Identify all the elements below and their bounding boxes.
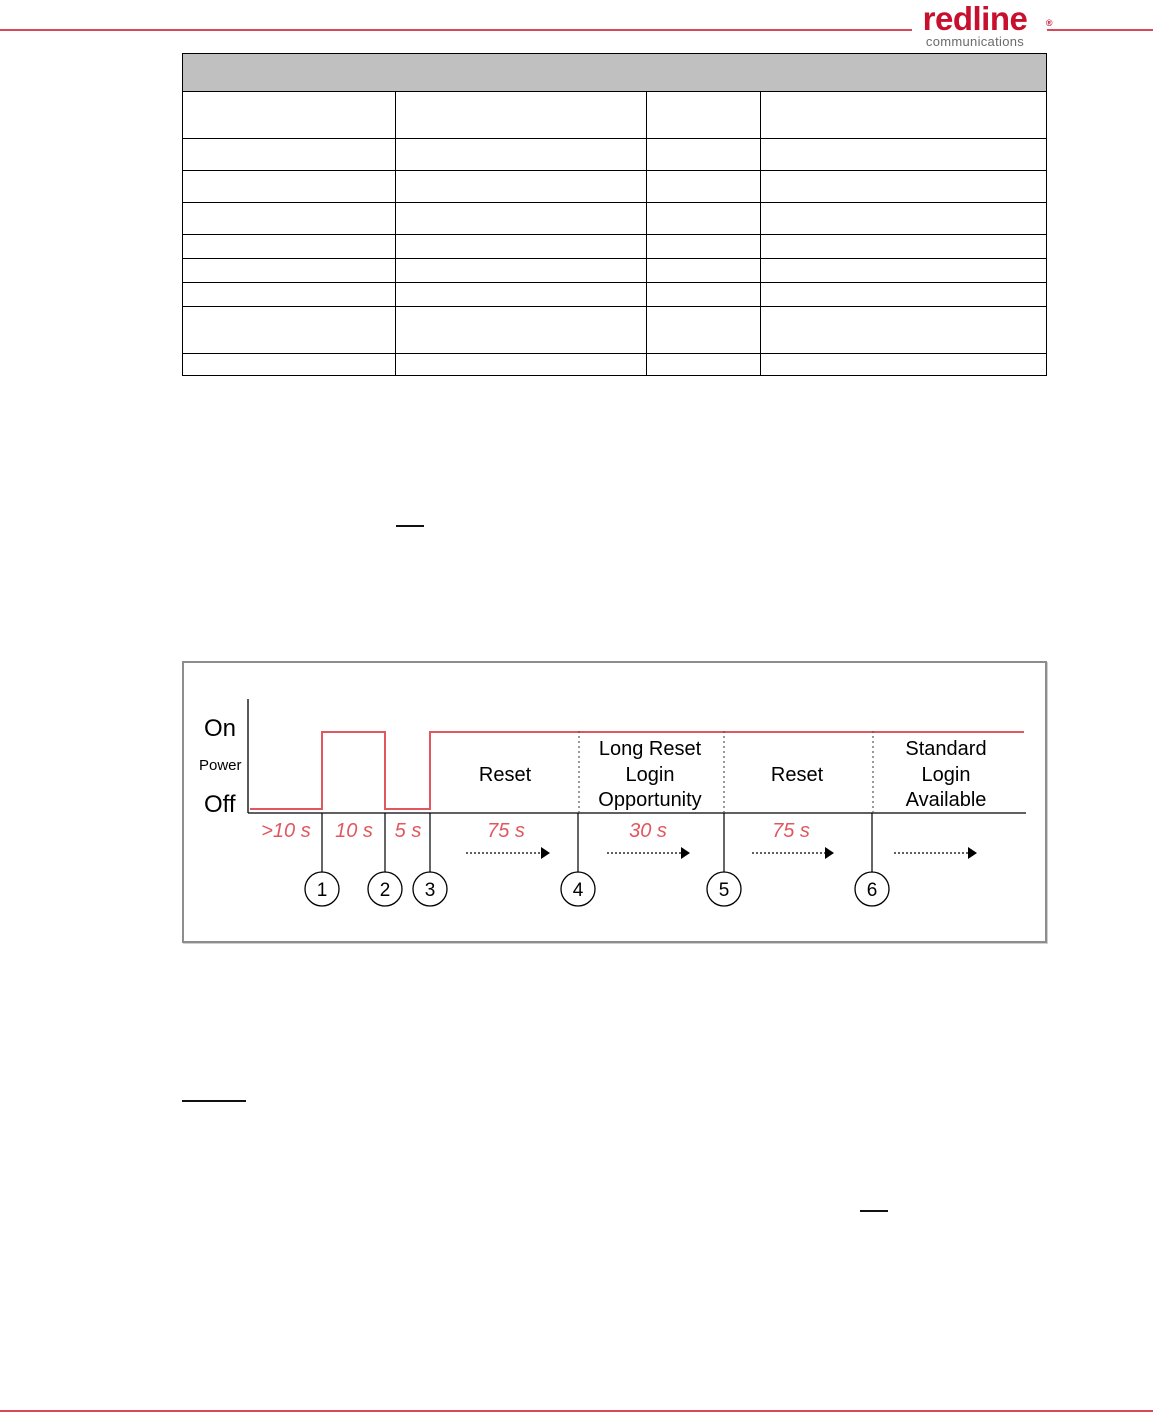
- marker-number: 2: [379, 880, 391, 901]
- table-cell: [395, 259, 647, 283]
- table-cell: [647, 171, 761, 203]
- table-cell: [395, 139, 647, 171]
- y-label-off: Off: [204, 791, 236, 818]
- table-cell: [183, 171, 396, 203]
- marker-number: 1: [316, 880, 328, 901]
- duration-label: >10 s: [261, 820, 311, 842]
- table-cell: [647, 139, 761, 171]
- underline-mark: [860, 1210, 888, 1212]
- logo-wordmark: redline: [922, 0, 1028, 37]
- duration-label: 75 s: [487, 820, 525, 842]
- table-cell: [761, 283, 1047, 307]
- table-cell: [761, 139, 1047, 171]
- underline-mark: [182, 1100, 246, 1102]
- phase-standard-login-label: Available: [905, 789, 987, 811]
- spec-table: [182, 53, 1047, 376]
- phase-reset-label: Reset: [770, 764, 824, 786]
- table-cell: [647, 235, 761, 259]
- table-row: [183, 354, 1047, 376]
- table-cell: [183, 92, 396, 139]
- footer-rule: [0, 1410, 1153, 1412]
- logo-tagline: communications: [925, 34, 1025, 49]
- table-cell: [183, 235, 396, 259]
- table-cell: [183, 354, 396, 376]
- table-cell: [761, 354, 1047, 376]
- table-cell: [395, 203, 647, 235]
- table-cell: [647, 203, 761, 235]
- table-cell: [183, 259, 396, 283]
- table-cell: [647, 283, 761, 307]
- phase-long-reset-label: Long Reset: [598, 738, 702, 760]
- table-cell: [761, 171, 1047, 203]
- table-cell: [395, 235, 647, 259]
- table-row: [183, 235, 1047, 259]
- dashed-arrow: [607, 847, 690, 859]
- phase-reset-label: Reset: [478, 764, 532, 786]
- table-cell: [647, 259, 761, 283]
- underline-mark: [396, 525, 424, 527]
- table-header-row: [183, 54, 1047, 92]
- marker-number: 3: [424, 880, 436, 901]
- marker-number: 4: [572, 880, 584, 901]
- table-row: [183, 92, 1047, 139]
- table-cell: [395, 354, 647, 376]
- registered-mark: ®: [1045, 18, 1052, 28]
- table-cell: [395, 171, 647, 203]
- power-cycle-diagram: [182, 661, 1047, 943]
- marker-number: 5: [718, 880, 730, 901]
- dashed-arrow: [894, 847, 977, 859]
- table-cell: [647, 307, 761, 354]
- table-row: [183, 139, 1047, 171]
- table-cell: [395, 307, 647, 354]
- phase-standard-login-label: Standard: [905, 738, 987, 760]
- table-cell: [395, 92, 647, 139]
- table-cell: [183, 139, 396, 171]
- event-marker: [855, 813, 889, 906]
- timing-diagram-svg: [184, 663, 1045, 941]
- table-cell: [395, 283, 647, 307]
- y-label-on: On: [204, 715, 237, 742]
- y-label-power: Power: [199, 757, 242, 774]
- dashed-arrow: [752, 847, 834, 859]
- header-rule-left: [0, 29, 912, 31]
- table-cell: [183, 283, 396, 307]
- table-row: [183, 307, 1047, 354]
- table-cell: [761, 203, 1047, 235]
- table-cell: [183, 307, 396, 354]
- duration-label: 30 s: [629, 820, 667, 842]
- table-cell: [183, 203, 396, 235]
- table-cell: [761, 259, 1047, 283]
- redline-logo: [905, 0, 1052, 49]
- duration-label: 75 s: [772, 820, 810, 842]
- table-row: [183, 283, 1047, 307]
- phase-long-reset-label: Login: [625, 764, 675, 786]
- table-cell: [761, 92, 1047, 139]
- table-cell: [647, 354, 761, 376]
- phase-long-reset-label: Opportunity: [598, 789, 702, 811]
- event-marker: [561, 813, 595, 906]
- header-rule-right: [1047, 29, 1153, 31]
- table-cell: [647, 92, 761, 139]
- event-marker: [707, 813, 741, 906]
- table-cell: [761, 235, 1047, 259]
- phase-standard-login-label: Login: [921, 764, 971, 786]
- dashed-arrow: [466, 847, 550, 859]
- table-row: [183, 203, 1047, 235]
- marker-number: 6: [866, 880, 878, 901]
- duration-label: 10 s: [335, 820, 373, 842]
- duration-label: 5 s: [394, 820, 422, 842]
- table-row: [183, 259, 1047, 283]
- table-row: [183, 171, 1047, 203]
- table-header-cell: [183, 54, 1047, 92]
- table-cell: [761, 307, 1047, 354]
